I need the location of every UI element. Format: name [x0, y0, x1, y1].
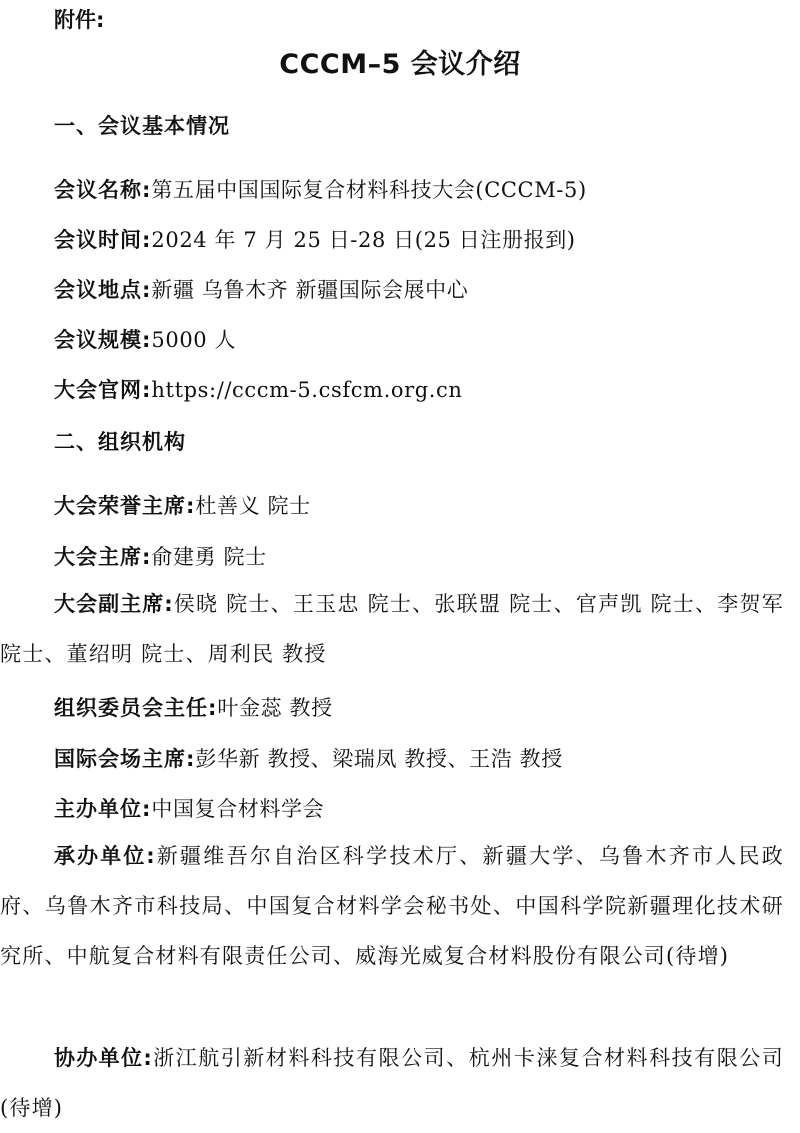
info-row-official-website [54, 374, 784, 404]
info-row-meeting-scale [54, 324, 784, 354]
section-heading-basic-info: 一、会议基本情况 [54, 114, 230, 138]
info-value: 第五届中国国际复合材料科技大会(CCCM-5) [151, 178, 587, 202]
info-label: 会议时间: [54, 228, 152, 252]
info-row-meeting-location [54, 274, 784, 304]
info-label: 会议地点: [54, 278, 152, 302]
org-row-vice-chairs [0, 579, 784, 679]
org-row-host [54, 793, 784, 823]
org-label: 协办单位: [54, 1046, 153, 1070]
info-value: 2024 年 7 月 25 日-28 日(25 日注册报到) [151, 228, 576, 252]
org-label: 国际会场主席: [54, 747, 196, 771]
org-value: 杜善义 院士 [195, 494, 311, 518]
org-value: 彭华新 教授、梁瑞凤 教授、王浩 教授 [195, 747, 563, 771]
section-heading-organization: 二、组织机构 [54, 430, 186, 454]
website-link[interactable]: https://cccm-5.csfcm.org.cn [151, 378, 463, 402]
attachment-label: 附件: [54, 8, 105, 32]
info-label: 大会官网: [54, 378, 152, 402]
org-row-committee-director [54, 692, 784, 722]
info-label: 会议名称: [54, 178, 152, 202]
document-title: CCCM–5 会议介绍 [279, 49, 521, 80]
org-label: 承办单位: [54, 844, 156, 868]
org-label: 主办单位: [54, 797, 152, 821]
org-label: 组织委员会主任: [54, 696, 218, 720]
org-value: 俞建勇 院士 [151, 545, 267, 569]
org-value: 浙江航引新材料科技有限公司、杭州卡涞复合材料科技有限公司(待增) [0, 1046, 784, 1120]
org-label: 大会副主席: [54, 592, 174, 616]
org-label: 大会主席: [54, 545, 152, 569]
info-row-meeting-name [54, 174, 784, 204]
info-label: 会议规模: [54, 328, 152, 352]
org-value: 叶金蕊 教授 [217, 696, 333, 720]
info-value: 5000 人 [151, 328, 237, 352]
org-label: 大会荣誉主席: [54, 494, 196, 518]
org-row-chair [54, 541, 784, 571]
org-value: 新疆维吾尔自治区科学技术厅、新疆大学、乌鲁木齐市人民政府、乌鲁木齐市科技局、中国复合材料学会秘书处、中国科学院新疆理化技术研究所、中航复合材料有限责任公司、威海光威复合材料股份有限公司(待增) [0, 844, 784, 968]
org-row-international-venue-chairs [54, 743, 784, 773]
info-row-meeting-time [54, 224, 784, 254]
org-value: 侯晓 院士、王玉忠 院士、张联盟 院士、官声凯 院士、李贺军 院士、董绍明 院士、周利民 教授 [0, 592, 784, 666]
org-row-organizers [0, 831, 784, 981]
org-row-co-organizers [0, 1033, 784, 1133]
org-row-honorary-chair [54, 490, 784, 520]
org-value: 中国复合材料学会 [151, 797, 325, 821]
info-value: 新疆 乌鲁木齐 新疆国际会展中心 [151, 278, 469, 302]
